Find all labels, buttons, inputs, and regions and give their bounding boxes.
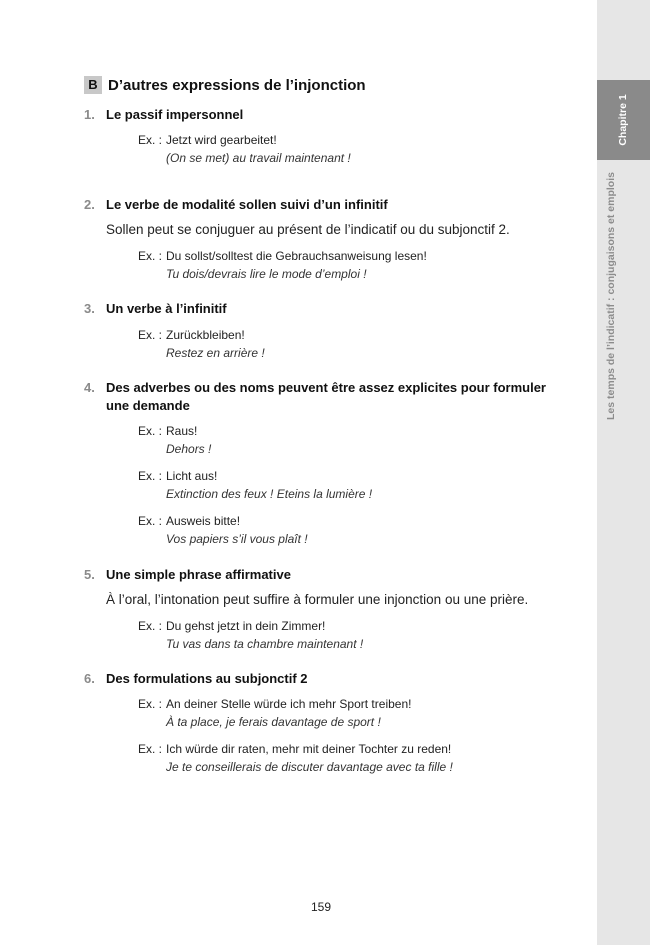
- example-6-2: [138, 740, 453, 776]
- example-label: Ex. :: [138, 424, 163, 438]
- example-german: Ich würde dir raten, mehr mit deiner Tochter zu reden!: [166, 742, 452, 756]
- example-french: Dehors !: [166, 442, 212, 456]
- sidebar-topic-label: Les temps de l’indicatif : conjugaisons et emplois: [605, 172, 617, 420]
- item-heading-1: [84, 106, 574, 124]
- section-title: D’autres expressions de l’injonction: [108, 76, 366, 94]
- example-german: Zurückbleiben!: [166, 328, 245, 342]
- example-german: Jetzt wird gearbeitet!: [166, 133, 277, 147]
- item-number: 1.: [84, 107, 95, 122]
- example-text: [166, 740, 453, 776]
- example-text: [166, 467, 372, 503]
- item-paragraph-5: À l’oral, l’intonation peut suffire à formuler une injonction ou une prière.: [106, 592, 529, 607]
- example-label: Ex. :: [138, 514, 163, 528]
- example-label: Ex. :: [138, 469, 163, 483]
- item-title: Le passif impersonnel: [106, 107, 244, 122]
- example-french: (On se met) au travail maintenant !: [166, 151, 351, 165]
- item-number: 3.: [84, 301, 95, 316]
- item-title-line: Des adverbes ou des noms peuvent être assez explicites pour formuler: [106, 380, 546, 395]
- item-number: 4.: [84, 380, 95, 395]
- example-text: [166, 512, 308, 548]
- example-german: Du sollst/solltest die Gebrauchsanweisung lesen!: [166, 249, 427, 263]
- example-4-2: [138, 467, 372, 503]
- example-text: [166, 131, 351, 167]
- item-heading-4: [84, 379, 574, 415]
- example-french: Tu dois/devrais lire le mode d’emploi !: [166, 267, 367, 281]
- item-heading-6: [84, 670, 574, 688]
- item-title: Une simple phrase affirmative: [106, 567, 291, 582]
- example-text: [166, 695, 411, 731]
- item-title: [106, 379, 546, 415]
- item-paragraph-2: Sollen peut se conjuguer au présent de l’indicatif ou du subjonctif 2.: [106, 222, 510, 237]
- example-5-1: [138, 617, 363, 653]
- example-french: Vos papiers s’il vous plaît !: [166, 532, 308, 546]
- item-number: 6.: [84, 671, 95, 686]
- example-label: Ex. :: [138, 328, 163, 342]
- example-text: [166, 247, 427, 283]
- item-title: Des formulations au subjonctif 2: [106, 671, 308, 686]
- section-heading: [84, 76, 366, 94]
- example-2-1: [138, 247, 427, 283]
- example-4-3: [138, 512, 308, 548]
- section-letter-badge: B: [84, 76, 102, 94]
- example-french: Restez en arrière !: [166, 346, 265, 360]
- example-label: Ex. :: [138, 697, 163, 711]
- page-number: 159: [310, 900, 332, 914]
- example-4-1: [138, 422, 211, 458]
- item-number: 5.: [84, 567, 95, 582]
- item-title-line: une demande: [106, 398, 190, 413]
- example-label: Ex. :: [138, 742, 163, 756]
- item-heading-3: [84, 300, 574, 318]
- example-german: Du gehst jetzt in dein Zimmer!: [166, 619, 326, 633]
- example-label: Ex. :: [138, 133, 163, 147]
- example-label: Ex. :: [138, 249, 163, 263]
- item-heading-5: [84, 566, 574, 584]
- example-1-1: [138, 131, 351, 167]
- example-3-1: [138, 326, 265, 362]
- item-title: Un verbe à l’infinitif: [106, 301, 227, 316]
- chapter-label: Chapitre 1: [617, 94, 629, 146]
- item-heading-2: [84, 196, 574, 214]
- example-german: Licht aus!: [166, 469, 218, 483]
- example-french: Extinction des feux ! Eteins la lumière !: [166, 487, 373, 501]
- example-french: Je te conseillerais de discuter davantage avec ta fille !: [166, 760, 453, 774]
- example-text: [166, 422, 211, 458]
- item-title: Le verbe de modalité sollen suivi d’un infinitif: [106, 197, 388, 212]
- example-label: Ex. :: [138, 619, 163, 633]
- example-text: [166, 617, 363, 653]
- example-german: Ausweis bitte!: [166, 514, 241, 528]
- example-text: [166, 326, 265, 362]
- example-german: Raus!: [166, 424, 198, 438]
- example-french: À ta place, je ferais davantage de sport !: [166, 715, 381, 729]
- example-french: Tu vas dans ta chambre maintenant !: [166, 637, 364, 651]
- example-german: An deiner Stelle würde ich mehr Sport treiben!: [166, 697, 412, 711]
- item-number: 2.: [84, 197, 95, 212]
- example-6-1: [138, 695, 411, 731]
